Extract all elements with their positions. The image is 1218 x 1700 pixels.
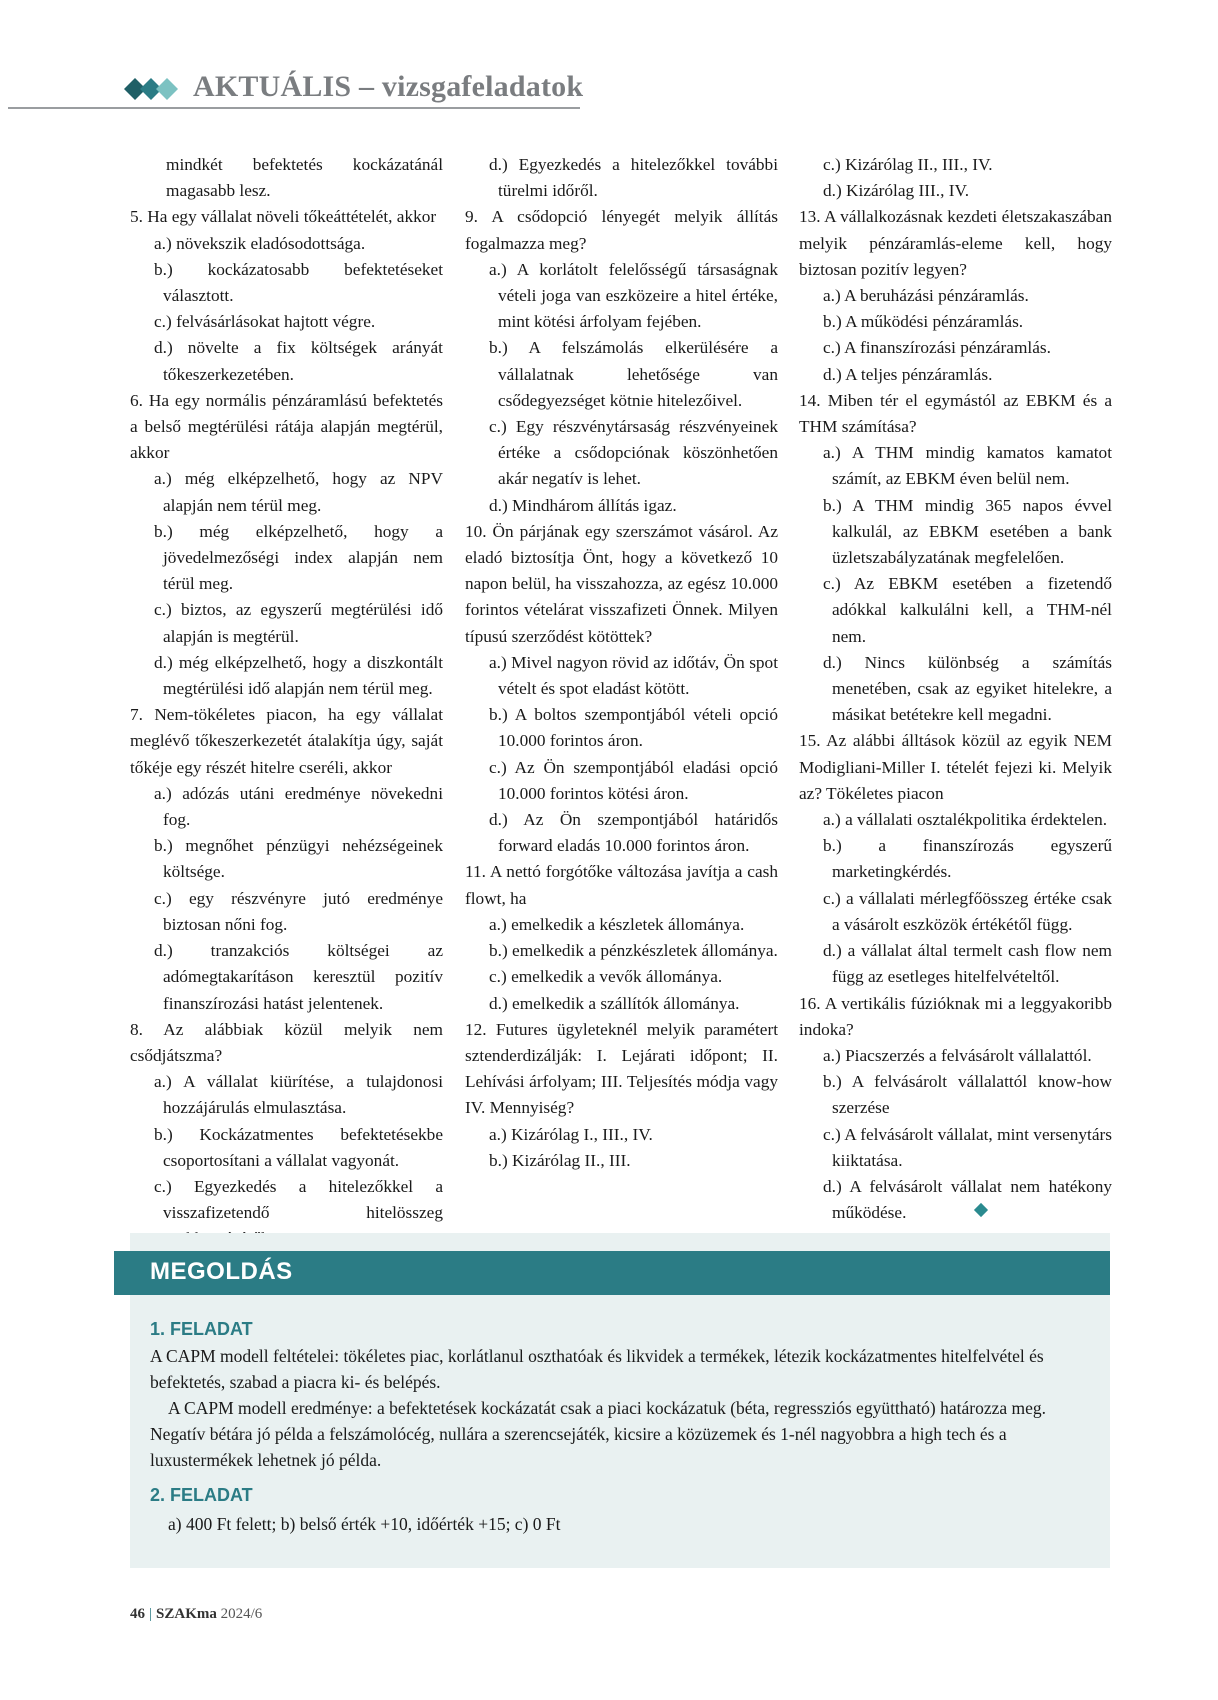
answer-option: d.) emelkedik a szállítók állománya. xyxy=(489,993,740,1013)
task1-title: 1. FELADAT xyxy=(150,1319,253,1339)
page-number: 46 xyxy=(130,1606,145,1622)
answer-option: c.) A felvásárolt vállalat, mint versenytárs kiiktatása. xyxy=(823,1124,1112,1170)
question-text: 6. Ha egy normális pénzáramlású befektetés a belső megtérülési rátája alapján megtérül, akkor xyxy=(130,390,443,463)
task2-text: a) 400 Ft felett; b) belső érték +10, időérték +15; c) 0 Ft xyxy=(168,1514,561,1534)
answer-option: b.) emelkedik a pénzkészletek állománya. xyxy=(489,941,778,961)
answer-option: a.) még elképzelhető, hogy az NPV alapján nem térül meg. xyxy=(154,469,443,515)
question-text: 12. Futures ügyleteknél melyik paramétert sztenderdizálják: I. Lejárati időpont; II. Lehívási árfolyam; III. Teljesítés módja vagy IV. Mennyiség? xyxy=(465,1019,778,1118)
answer-option: a.) A beruházási pénzáramlás. xyxy=(823,286,1029,306)
answer-option: a.) A vállalat kiürítése, a tulajdonosi hozzájárulás elmulasztása. xyxy=(154,1072,443,1118)
answer-option: c.) emelkedik a vevők állománya. xyxy=(489,967,723,987)
answer-option: d.) Kizárólag III., IV. xyxy=(823,181,970,201)
answer-option: c.) egy részvényre jutó eredménye biztosan nőni fog. xyxy=(154,888,443,934)
answer-option: a.) emelkedik a készletek állománya. xyxy=(489,914,745,934)
answer-option: c.) Egy részvénytársaság részvényeinek értéke a csődopciónak köszönhetően akár negatív is lehet. xyxy=(489,417,778,489)
question-text: 8. Az alábbiak közül melyik nem csődjátszma? xyxy=(130,1019,443,1065)
answer-option: c.) a vállalati mérlegfőösszeg értéke csak a vásárolt eszközök értékétől függ. xyxy=(823,888,1112,934)
answer-option: d.) A felvásárolt vállalat nem hatékony működése. xyxy=(823,1176,1112,1223)
solution-heading-bar xyxy=(114,1251,1110,1295)
solution-box xyxy=(130,1233,1110,1568)
answer-option: d.) Nincs különbség a számítás menetében, csak az egyiket hitelekre, a másikat betétekre kell megadni. xyxy=(823,652,1112,725)
answer-option: a.) Kizárólag I., III., IV. xyxy=(489,1124,653,1144)
answer-option: d.) tranzakciós költségei az adómegtakarításon keresztül pozitív finanszírozási hatást jelentenek. xyxy=(154,941,443,1013)
answer-option: d.) még elképzelhető, hogy a diszkontált megtérülési idő alapján nem térül meg. xyxy=(154,652,443,699)
answer-option: d.) Mindhárom állítás igaz. xyxy=(489,495,677,515)
answer-option: b.) A felvásárolt vállalattól know-how szerzése xyxy=(823,1072,1112,1118)
answer-option: b.) még elképzelhető, hogy a jövedelmezőségi index alapján nem térül meg. xyxy=(154,521,443,594)
question-text: 14. Miben tér el egymástól az EBKM és a THM számítása? xyxy=(799,390,1112,437)
page-footer xyxy=(130,1606,262,1623)
task1-text xyxy=(150,1343,1090,1473)
question-text: 9. A csődopció lényegét melyik állítás fogalmazza meg? xyxy=(465,207,778,253)
column-left xyxy=(130,152,443,1253)
answer-option: a.) adózás utáni eredménye növekedni fog. xyxy=(154,783,443,830)
column-right xyxy=(799,152,1112,1226)
answer-option: d.) A teljes pénzáramlás. xyxy=(823,364,993,384)
task1-paragraph-1: A CAPM modell feltételei: tökéletes piac, korlátlanul oszthatóak és likvidek a termékek, létezik kockázatmentes hitelfelvétel és befektetés, szabad a piacra ki- és belépés. xyxy=(150,1346,1044,1392)
answer-option: a.) Piacszerzés a felvásárolt vállalattól. xyxy=(823,1045,1092,1065)
answer-option: c.) Az EBKM esetében a fizetendő adókkal kalkulálni kell, a THM-nél nem. xyxy=(823,574,1112,646)
question-text: 11. A nettó forgótőke változása javítja a cash flowt, ha xyxy=(465,862,778,908)
answer-option: c.) Kizárólag II., III., IV. xyxy=(823,155,993,174)
issue-number: 2024/6 xyxy=(220,1606,263,1622)
question-text: 13. A vállalkozásnak kezdeti életszakaszában melyik pénzáramlás-eleme kell, hogy biztosan pozitív legyen? xyxy=(799,207,1112,279)
answer-option: b.) kockázatosabb befektetéseket választott. xyxy=(154,259,443,306)
answer-option: d.) Egyezkedés a hitelezőkkel további türelmi időről. xyxy=(489,155,778,201)
answer-option: a.) növekszik eladósodottsága. xyxy=(154,233,366,253)
answer-option: b.) a finanszírozás egyszerű marketingkérdés. xyxy=(823,836,1112,882)
solution-heading: MEGOLDÁS xyxy=(150,1258,293,1285)
question-text: 16. A vertikális fúzióknak mi a leggyakoribb indoka? xyxy=(799,993,1112,1039)
answer-option: c.) Egyezkedés a hitelezőkkel a visszafizetendő hitelösszeg xyxy=(154,1176,443,1223)
end-diamond-icon xyxy=(974,1203,988,1217)
answer-option: b.) megnőhet pénzügyi nehézségeinek költsége. xyxy=(154,836,443,882)
task2-title: 2. FELADAT xyxy=(150,1485,253,1505)
answer-option: c.) felvásárlásokat hajtott végre. xyxy=(154,312,376,332)
answer-option: a.) Mivel nagyon rövid az időtáv, Ön spot vételt és spot eladást kötött. xyxy=(489,652,778,699)
question-text: 10. Ön párjának egy szerszámot vásárol. Az eladó biztosítja Önt, hogy a következő 10 napon belül, ha visszahozza, az egész 10.000 forintos vételárat visszafizeti Önnek. Milyen típusú szerződést kötöttek? xyxy=(465,521,778,646)
answer-option: b.) A működési pénzáramlás. xyxy=(823,312,1024,332)
answer-option: a.) A THM mindig kamatos kamatot számít, az EBKM éven belül nem. xyxy=(823,443,1112,489)
footer-separator: | xyxy=(149,1606,153,1622)
answer-option: b.) Kizárólag II., III. xyxy=(489,1150,631,1170)
answer-option: b.) Kockázatmentes befektetésekbe csoportosítani a vállalat vagyonát. xyxy=(154,1124,443,1170)
answer-option: a.) A korlátolt felelősségű társaságnak vételi joga van eszközeire a hitel értéke, mint kötési árfolyam fejében. xyxy=(489,259,778,332)
answer-option: c.) biztos, az egyszerű megtérülési idő alapján is megtérül. xyxy=(154,600,443,646)
question-text: 15. Az alábbi álltások közül az egyik NEM Modigliani-Miller I. tételét fejezi ki. Melyik az? Tökéletes piacon xyxy=(799,731,1112,803)
column-middle xyxy=(465,152,778,1174)
diamond-logo-icon xyxy=(124,76,188,102)
answer-option: b.) A boltos szempontjából vételi opció 10.000 forintos áron. xyxy=(489,705,778,751)
continued-text: mindkét befektetés kockázatánál magasabb lesz. xyxy=(166,155,443,201)
magazine-name: SZAKma xyxy=(156,1606,217,1622)
page-header xyxy=(0,66,584,110)
answer-option: d.) Az Ön szempontjából határidős forward eladás 10.000 forintos áron. xyxy=(489,810,778,856)
answer-option: d.) a vállalat által termelt cash flow nem függ az esetleges hitelfelvételtől. xyxy=(823,941,1112,987)
answer-option: c.) Az Ön szempontjából eladási opció 10.000 forintos kötési áron. xyxy=(489,757,778,803)
header-rule xyxy=(8,107,580,109)
answer-option: a.) a vállalati osztalékpolitika érdektelen. xyxy=(823,810,1108,830)
question-text: 5. Ha egy vállalat növeli tőkeáttételét, akkor xyxy=(130,207,437,227)
section-title: AKTUÁLIS – vizsgafeladatok xyxy=(193,70,584,103)
answer-option: b.) A THM mindig 365 napos évvel kalkulál, az EBKM esetében a bank üzletszabályzatának megfelelően. xyxy=(823,495,1112,568)
answer-option: c.) A finanszírozási pénzáramlás. xyxy=(823,338,1051,358)
question-text: 7. Nem-tökéletes piacon, ha egy vállalat meglévő tőkeszerkezetét átalakítja úgy, saját tőkéje egy részét hitelre cseréli, akkor xyxy=(130,705,443,777)
answer-option: b.) A felszámolás elkerülésére a vállalatnak lehetősége van csődegyezséget kötnie hitelezőivel. xyxy=(489,338,778,410)
task1-paragraph-2: A CAPM modell eredménye: a befektetések kockázatát csak a piaci kockázatuk (béta, regressziós együttható) határozza meg. Negatív bétára jó példa a felszámolócég, nullára a szerencsejáték, kicsire a közüzemek és 1-nél nagyobbra a high tech és a luxustermékek lehetnek jó példa. xyxy=(150,1398,1047,1470)
answer-option: d.) növelte a fix költségek arányát tőkeszerkezetében. xyxy=(154,338,443,384)
